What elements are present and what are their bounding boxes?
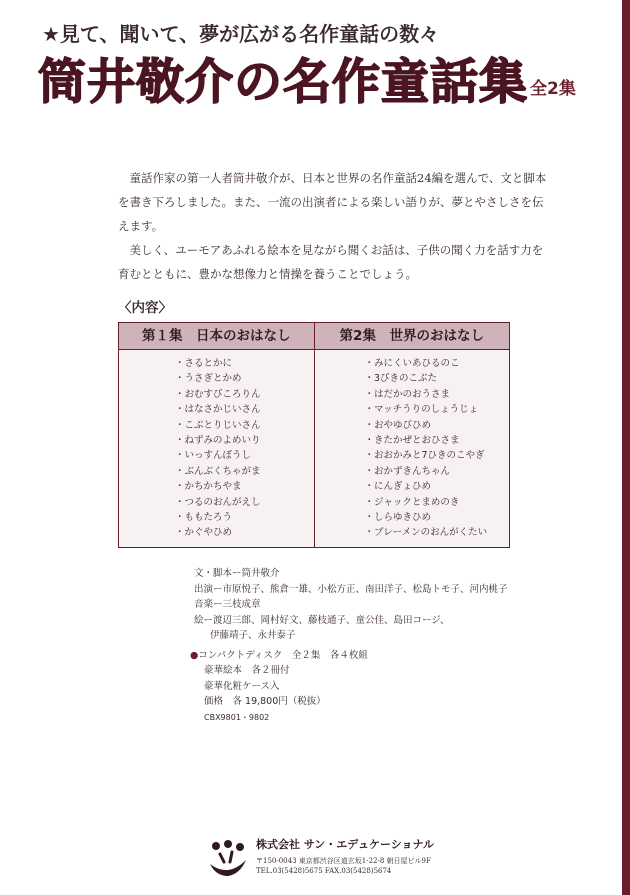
intro-paragraph: 童話作家の第一人者筒井敬介が、日本と世界の名作童話24編を選んで、文と脚本を書き下ろしました。また、一流の出演者による楽しい語りが、夢とやさしさを伝えます。 [118, 171, 547, 233]
list-item: ・ 3びきのこぶた [365, 371, 510, 386]
volume1-title: 第１集 日本のおはなし [119, 323, 314, 350]
list-item: ・ おむすびころりん [175, 387, 314, 402]
credit-cast: 出演ー市原悦子、熊倉一雄、小松方正、南田洋子、松島トモ子、河内桃子 [194, 583, 508, 595]
list-item: ・ おやゆびひめ [365, 418, 510, 433]
volume1-column [119, 323, 314, 547]
product-case: 豪華化粧ケース入 [204, 680, 280, 692]
list-item: ・ おおかみと7ひきのこやぎ [365, 448, 510, 463]
publisher-name: 株式会社 サン・エデュケーショナル [256, 838, 434, 851]
volume2-title: 第2集 世界のおはなし [315, 323, 510, 350]
credit-script: 文・脚本ー筒井敬介 [194, 568, 280, 579]
list-item: ・ ジャックとまめのき [365, 495, 510, 510]
intro-text [118, 166, 550, 286]
publisher-address: 〒150-0043 東京都渋谷区道玄坂1-22-8 朝日屋ビル9F [256, 857, 431, 865]
credits [194, 566, 508, 644]
publisher-block [206, 836, 466, 886]
list-item: ・ かぐやひめ [175, 525, 314, 540]
list-item: ・ つるのおんがえし [175, 495, 314, 510]
product-price: 価格 各 19,800円（税抜） [204, 696, 326, 708]
bullet-icon: ● [190, 650, 199, 661]
product-code: CBX9801・9802 [204, 712, 270, 722]
product-info [190, 648, 368, 725]
page-title: 筒井敬介の名作童話集 [38, 54, 529, 110]
list-item: ・ おかずきんちゃん [365, 464, 510, 479]
intro-paragraph: 美しく、ユーモアあふれる絵本を見ながら聞くお話は、子供の聞く力を話す力を育むとともに、豊かな想像力と情操を養うことでしょう。 [118, 243, 544, 281]
volume-count: 全2集 [530, 79, 576, 99]
list-item: ・ マッチうりのしょうじょ [365, 402, 510, 417]
product-format: コンパクトディスク 全２集 各４枚組 [198, 650, 368, 661]
list-item: ・ ぶんぶくちゃがま [175, 464, 314, 479]
list-item: ・ ももたろう [175, 510, 314, 525]
credit-music: 音楽ー三枝成章 [194, 599, 261, 611]
contents-heading: 〈内容〉 [118, 300, 172, 316]
credit-art-continued: 伊藤靖子、永井泰子 [210, 630, 296, 642]
list-item: ・ ブレーメンのおんがくたい [365, 525, 510, 540]
volume1-list [119, 350, 314, 541]
credit-art: 絵ー渡辺三郎、岡村好文、藤枝通子、童公佳、島田コージ、 [194, 614, 450, 626]
product-format-line [190, 648, 368, 663]
list-item: ・ かちかちやま [175, 479, 314, 494]
list-item: ・ さるとかに [175, 356, 314, 371]
list-item: ・ はなさかじいさん [175, 402, 314, 417]
list-item: ・ きたかぜとおひさま [365, 433, 510, 448]
tagline: ★見て、聞いて、夢が広がる名作童話の数々 [42, 22, 440, 46]
volume2-list [315, 350, 510, 541]
list-item: ・ みにくいあひるのこ [365, 356, 510, 371]
publisher-logo-icon [206, 838, 250, 878]
list-item: ・ しらゆきひめ [365, 510, 510, 525]
contents-table [118, 322, 510, 548]
product-book: 豪華絵本 各２冊付 [204, 665, 290, 677]
list-item: ・ こぶとりじいさん [175, 418, 314, 433]
list-item: ・ いっすんぼうし [175, 448, 314, 463]
volume2-column [314, 323, 510, 547]
list-item: ・ ねずみのよめいり [175, 433, 314, 448]
list-item: ・ うさぎとかめ [175, 371, 314, 386]
list-item: ・ にんぎょひめ [365, 479, 510, 494]
publisher-phone: TEL.03(5428)5675 FAX.03(5428)5674 [256, 867, 392, 875]
publisher-contact [256, 856, 431, 876]
list-item: ・ はだかのおうさま [365, 387, 510, 402]
